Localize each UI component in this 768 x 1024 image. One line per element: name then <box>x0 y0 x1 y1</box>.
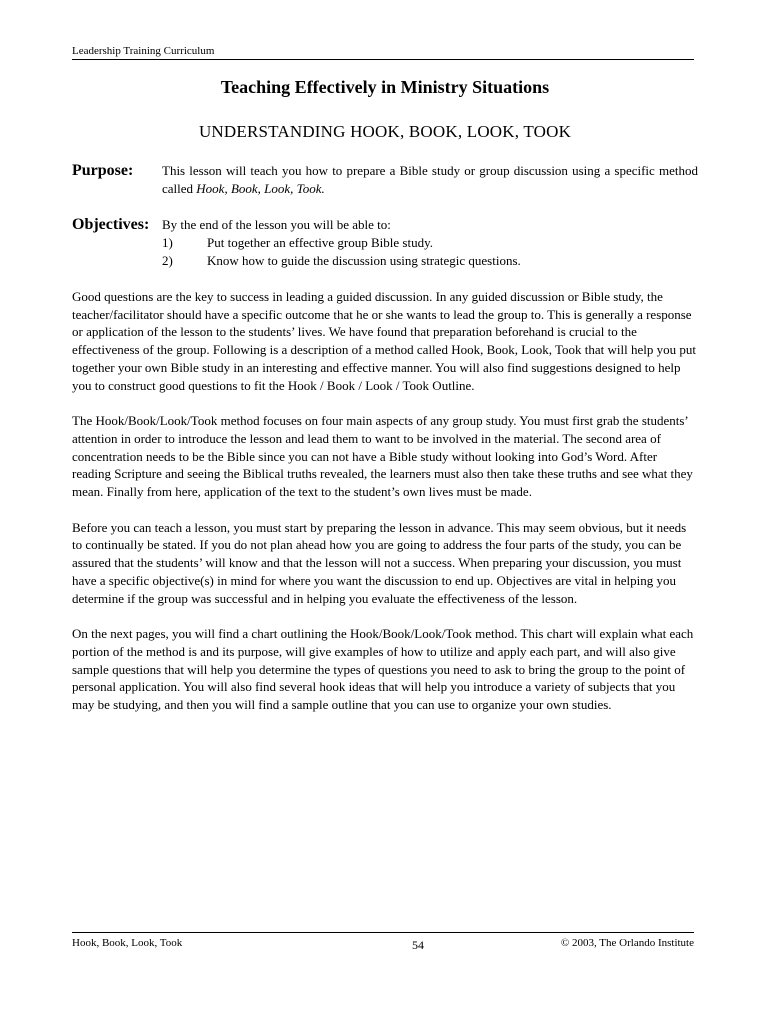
objectives-intro: By the end of the lesson you will be able to: <box>162 217 391 232</box>
purpose-text <box>162 162 698 198</box>
footer-left-text: Hook, Book, Look, Took <box>72 937 183 949</box>
body-paragraph: The Hook/Book/Look/Took method focuses on four main aspects of any group study. You must first grab the students’ attention in order to introduce the lesson and lead them to want to be involved in the material. The second area of concentration needs to be the Bible since you can not have a Bible study without looking into God’s Word. After reading Scripture and seeing the Biblical truths revealed, the learners must also then take these truths and see what they mean. Finally from here, application of the text to the student’s own lives must be made. <box>72 413 693 500</box>
page-number: 54 <box>412 938 424 952</box>
objective-number: 2) <box>162 253 173 268</box>
page-subtitle: UNDERSTANDING HOOK, BOOK, LOOK, TOOK <box>198 122 572 141</box>
purpose-section <box>72 162 698 198</box>
objectives-label: Objectives: <box>72 216 150 233</box>
body-paragraph: Good questions are the key to success in leading a guided discussion. In any guided discussion or Bible study, the teacher/facilitator should have a specific outcome that he or she wants to lead the group to. This is generally a response or application of the lesson to the students’ lives. We have found that preparation beforehand is crucial to the effectiveness of the group. Following is a description of a method called Hook, Book, Look, Took that will help you put together your own Bible study in an interesting and effective manner. You will also find suggestions designed to help you to construct good questions to fit the Hook / Book / Look / Took Outline. <box>72 289 696 393</box>
purpose-method-name: Hook, Book, Look, Took. <box>196 181 325 196</box>
purpose-text-body: This lesson will teach you how to prepare a Bible study or group discussion using a specific method called <box>162 163 698 196</box>
objective-item <box>162 252 698 270</box>
body-paragraph: On the next pages, you will find a chart outlining the Hook/Book/Look/Took method. This chart will explain what each portion of the method is and its purpose, will give examples of how to utilize and apply each part, and will also give sample questions that will help you determine the types of questions you need to ask to bring the group to the point of personal application. You will also find several hook ideas that will help you introduce a variety of subjects that you may be studying, and then you will find a sample outline that you can use to organize your own studies. <box>72 626 694 713</box>
objective-number: 1) <box>162 235 173 250</box>
objectives-list <box>72 234 698 270</box>
objective-text: Put together an effective group Bible study. <box>207 235 434 250</box>
page-footer <box>72 932 694 952</box>
footer-copyright: © 2003, The Orlando Institute <box>560 937 694 949</box>
page-title: Teaching Effectively in Ministry Situations <box>220 77 550 97</box>
body-text <box>72 288 698 732</box>
objective-item <box>162 234 698 252</box>
body-paragraph: Before you can teach a lesson, you must start by preparing the lesson in advance. This may seem obvious, but it needs to continually be stated. If you do not plan ahead how you are going to address the four parts of the study, you can be assured that the students’ will know and that the lesson will not a success. When preparing your discussion, you must have a specific objective(s) in mind for where you want the discussion to end up. Objectives are vital in helping you determine if the group was successful and in helping you evaluate the effectiveness of the lesson. <box>72 519 687 606</box>
objective-text: Know how to guide the discussion using strategic questions. <box>207 253 521 268</box>
running-header: Leadership Training Curriculum <box>72 44 694 60</box>
purpose-label: Purpose: <box>72 162 134 179</box>
objectives-section <box>72 216 698 270</box>
